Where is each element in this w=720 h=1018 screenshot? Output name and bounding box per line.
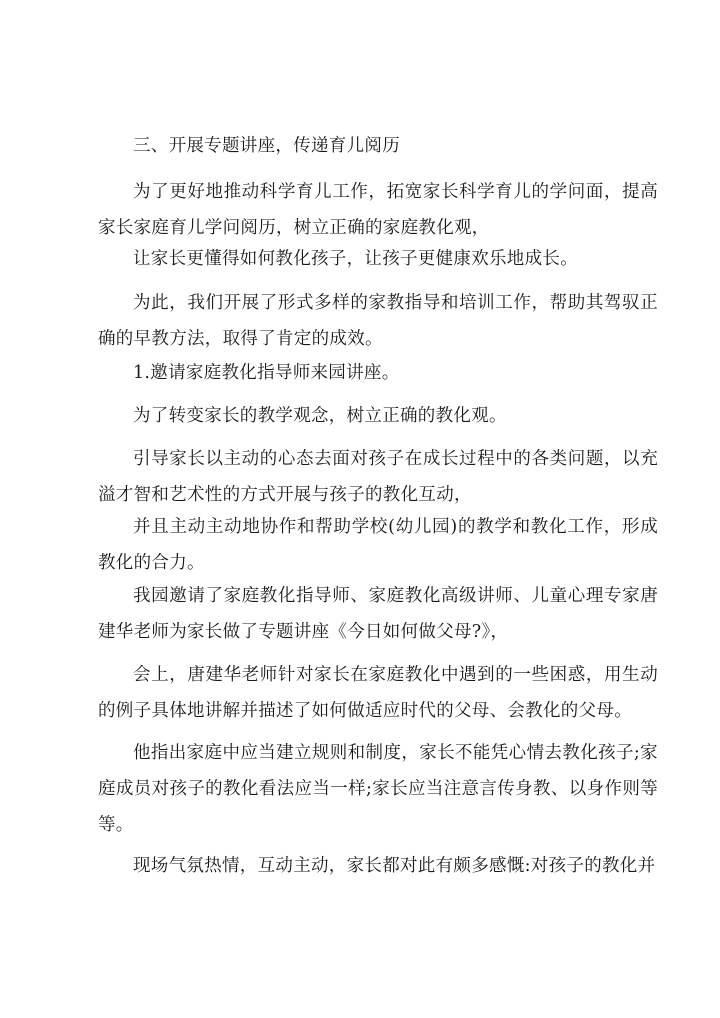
- paragraph: 会上，唐建华老师针对家长在家庭教化中遇到的一些困惑，用生动的例子具体地讲解并描述了如何做适应时代的父母、会教化的父母。: [98, 665, 658, 721]
- paragraph: 让家长更懂得如何教化孩子，让孩子更健康欢乐地成长。: [133, 249, 578, 269]
- paragraph: 引导家长以主动的心态去面对孩子在成长过程中的各类问题，以充溢才智和艺术性的方式开展与孩子的教化互动，: [98, 449, 658, 505]
- paragraph: 为了更好地推动科学育儿工作，拓宽家长科学育儿的学问面，提高家长家庭育儿学问阅历，树立正确的家庭教化观，: [98, 182, 658, 238]
- paragraph: 我园邀请了家庭教化指导师、家庭教化高级讲师、儿童心理专家唐建华老师为家长做了专题讲座《今日如何做父母?》，: [98, 586, 658, 642]
- list-item-heading: 1.邀请家庭教化指导师来园讲座。: [133, 363, 400, 383]
- paragraph: 为此，我们开展了形式多样的家教指导和培训工作，帮助其驾驭正确的早教方法，取得了肯定的成效。: [98, 293, 658, 349]
- paragraph: 现场气氛热情，互动主动，家长都对此有颇多感慨:对孩子的教化并: [133, 856, 656, 876]
- paragraph: 并且主动主动地协作和帮助学校(幼儿园)的教学和教化工作，形成教化的合力。: [98, 517, 658, 573]
- section-heading: 三、开展专题讲座，传递育儿阅历: [133, 136, 400, 156]
- paragraph: 他指出家庭中应当建立规则和制度，家长不能凭心情去教化孩子;家庭成员对孩子的教化看法应当一样;家长应当注意言传身教、以身作则等等。: [98, 743, 658, 835]
- paragraph: 为了转变家长的教学观念，树立正确的教化观。: [133, 406, 507, 426]
